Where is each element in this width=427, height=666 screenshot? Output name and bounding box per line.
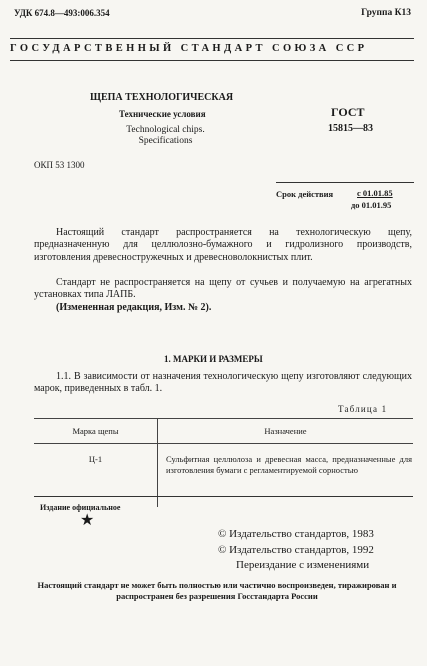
copyright-1983: © Издательство стандартов, 1983: [218, 528, 374, 540]
okp-code: ОКП 53 1300: [34, 160, 85, 170]
gost-label: ГОСТ: [331, 105, 365, 119]
column-header-purpose: Назначение: [158, 419, 414, 444]
udk-code: УДК 674.8—493:006.354: [14, 8, 110, 18]
term-label: Срок действия: [276, 189, 334, 199]
group-code: Группа К13: [361, 8, 411, 18]
paragraph-exclusion: Стандарт не распространяется на щепу от сучьев и получаемую на агрегатных установках типа ЛАПБ.: [34, 277, 412, 301]
table-row: [34, 444, 413, 508]
table-caption: Таблица 1: [338, 404, 388, 414]
state-standard-heading: ГОСУДАРСТВЕННЫЙ СТАНДАРТ СОЮЗА ССР: [10, 43, 368, 54]
document-subtitle: Технические условия: [119, 109, 206, 119]
document-title: ЩЕПА ТЕХНОЛОГИЧЕСКАЯ: [90, 92, 234, 103]
term-to: до 01.01.95: [351, 200, 392, 210]
gost-number: 15815—83: [328, 123, 373, 134]
amendment-note: (Измененная редакция, Изм. № 2).: [56, 302, 212, 313]
paragraph-1-1: 1.1. В зависимости от назначения технологическую щепу изготовляют следующих марок, приведенных в табл. 1.: [34, 371, 412, 395]
table-header-row: [34, 419, 413, 444]
document-title-english: [118, 125, 213, 147]
table-cell-mark: Ц-1: [34, 444, 158, 508]
english-title-line1: Technological chips.: [126, 125, 205, 135]
english-title-line2: Specifications: [138, 136, 193, 146]
reproduction-notice: Настоящий стандарт не может быть полностью или частично воспроизведен, тиражирован и распространен без разрешения Госстандарта России: [37, 580, 397, 601]
grades-table: [34, 418, 413, 507]
term-from: с 01.01.85: [357, 188, 393, 198]
top-divider: [10, 38, 414, 39]
copyright-1992: © Издательство стандартов, 1992: [218, 544, 374, 556]
term-divider: [276, 182, 414, 183]
official-edition-label: Издание официальное: [40, 503, 121, 512]
star-icon: ★: [80, 512, 95, 529]
column-header-mark: Марка щепы: [34, 419, 158, 444]
heading-divider: [10, 60, 414, 61]
section-heading: 1. МАРКИ И РАЗМЕРЫ: [164, 354, 263, 364]
footer-divider: [34, 496, 413, 497]
reissue-note: Переиздание с изменениями: [236, 559, 370, 571]
table-cell-purpose: Сульфитная целлюлоза и древесная масса, предназначенные для изготовления бумаги с регламентируемой сорностью: [166, 454, 412, 475]
paragraph-scope: Настоящий стандарт распространяется на технологическую щепу, предназначенную для целлюлозно-бумажного и гидролизного производств, изготовления древесностружечных и древесноволокнистых плит.: [34, 227, 412, 263]
